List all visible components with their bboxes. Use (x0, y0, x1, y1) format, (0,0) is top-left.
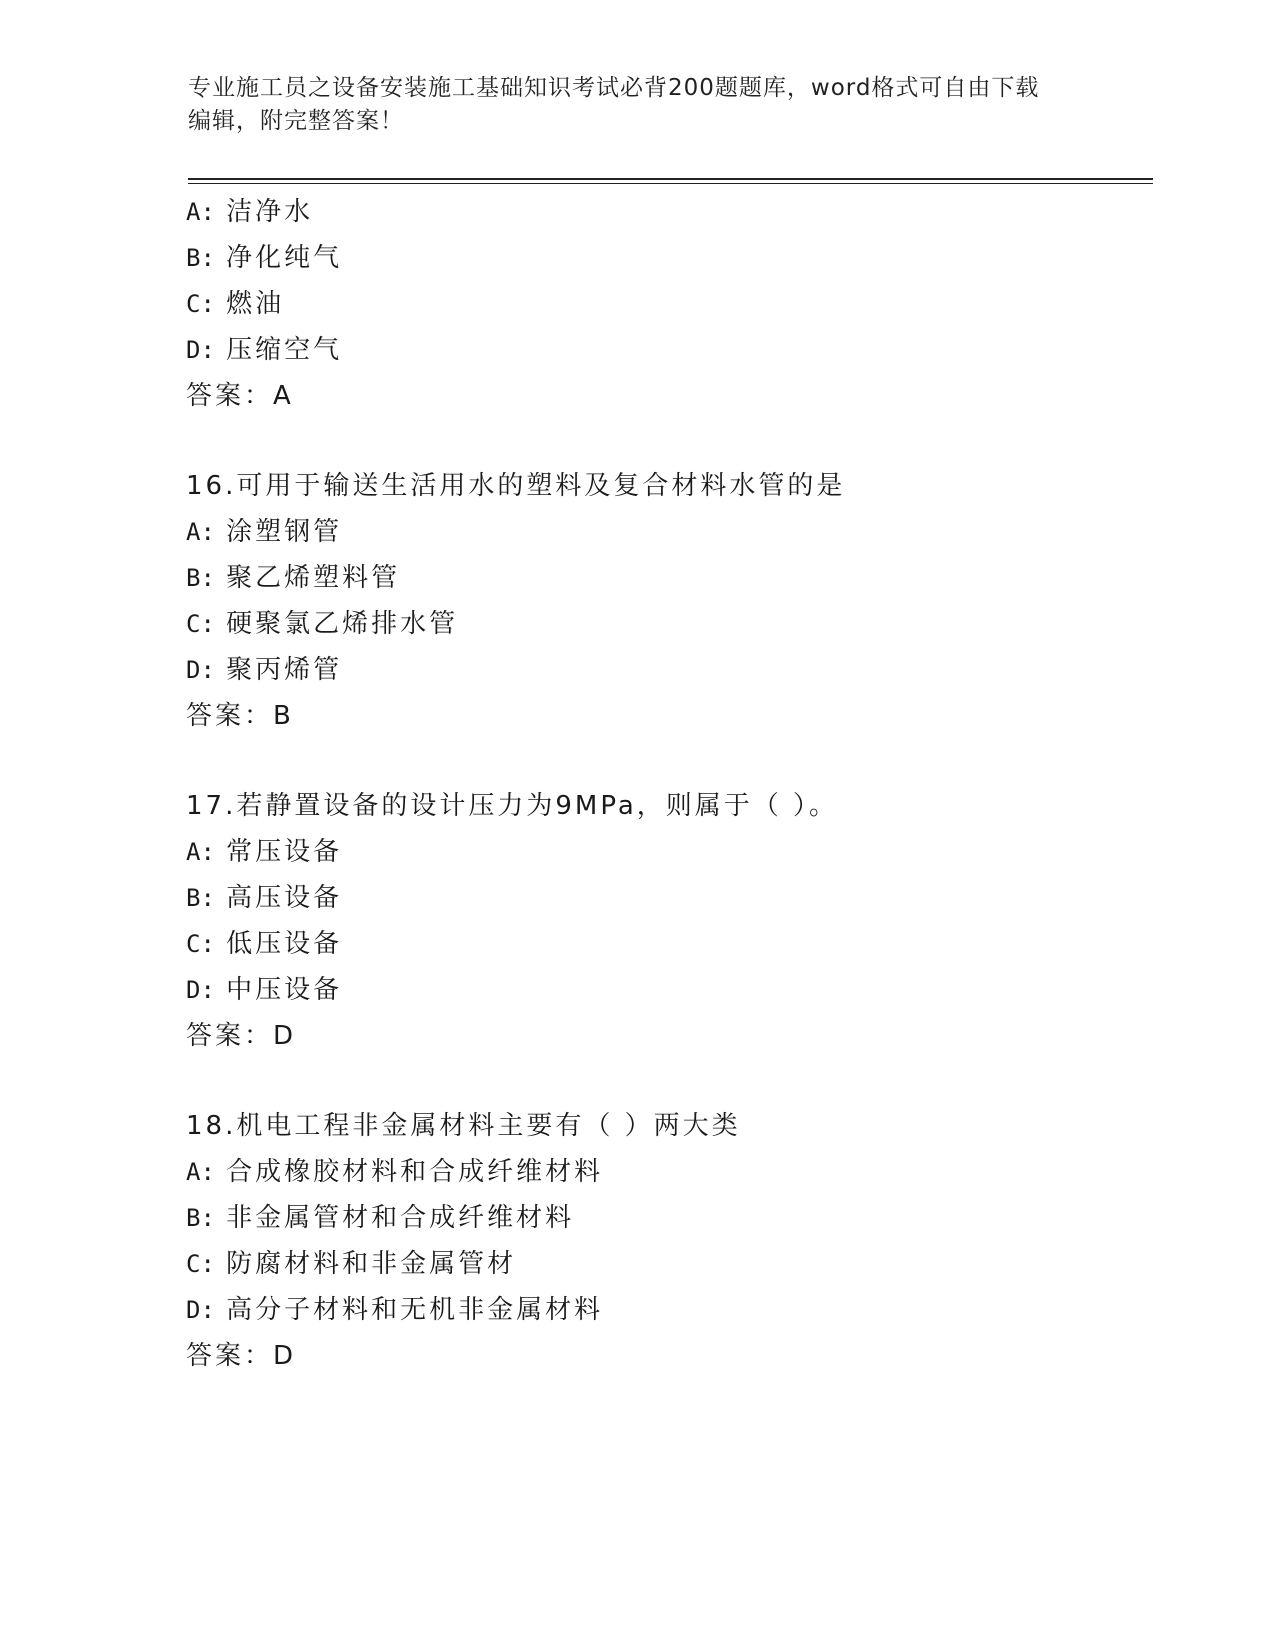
answer-line: 答案：D (186, 1341, 297, 1371)
option-letter: A: (186, 518, 215, 546)
document-header (188, 72, 1088, 138)
question-stem: 18.机电工程非金属材料主要有（ ）两大类 (186, 1111, 741, 1141)
option-letter: C: (186, 930, 215, 958)
header-line-1: 专业施工员之设备安装施工基础知识考试必背200题题库，word格式可自由下载 (188, 75, 1040, 101)
option-text: 防腐材料和非金属管材 (226, 1249, 517, 1279)
header-line-2: 编辑，附完整答案！ (188, 108, 404, 134)
option-d (186, 1287, 1146, 1333)
option-b (186, 555, 1146, 601)
option-text: 非金属管材和合成纤维材料 (226, 1203, 575, 1233)
option-letter: C: (186, 610, 215, 638)
option-letter: D: (186, 656, 215, 684)
option-c (186, 281, 1146, 327)
option-b (186, 1195, 1146, 1241)
option-letter: D: (186, 1296, 215, 1324)
option-c (186, 1241, 1146, 1287)
option-text: 净化纯气 (226, 243, 343, 273)
option-letter: D: (186, 336, 215, 364)
option-text: 涂塑钢管 (226, 517, 343, 547)
option-a (186, 509, 1146, 555)
option-text: 聚乙烯塑料管 (226, 563, 401, 593)
answer-line: 答案：A (186, 381, 294, 411)
option-letter: C: (186, 1250, 215, 1278)
option-letter: A: (186, 1158, 215, 1186)
option-letter: B: (186, 884, 215, 912)
option-c (186, 601, 1146, 647)
question-stem: 16.可用于输送生活用水的塑料及复合材料水管的是 (186, 471, 846, 501)
option-d (186, 327, 1146, 373)
option-letter: B: (186, 244, 215, 272)
option-d (186, 647, 1146, 693)
block-spacer (186, 419, 1146, 463)
option-c (186, 921, 1146, 967)
option-text: 洁净水 (226, 197, 314, 227)
option-a (186, 189, 1146, 235)
block-spacer (186, 739, 1146, 783)
option-a (186, 829, 1146, 875)
option-a (186, 1149, 1146, 1195)
option-letter: A: (186, 838, 215, 866)
option-letter: A: (186, 198, 215, 226)
header-divider (188, 178, 1153, 180)
option-text: 低压设备 (226, 929, 343, 959)
option-letter: B: (186, 1204, 215, 1232)
option-text: 聚丙烯管 (226, 655, 343, 685)
option-text: 高分子材料和无机非金属材料 (226, 1295, 604, 1325)
block-spacer (186, 1059, 1146, 1103)
option-letter: B: (186, 564, 215, 592)
option-d (186, 967, 1146, 1013)
option-b (186, 235, 1146, 281)
option-text: 压缩空气 (226, 335, 343, 365)
question-block-17 (186, 783, 1146, 1059)
question-block-15 (186, 189, 1146, 419)
question-block-18 (186, 1103, 1146, 1379)
question-list (186, 189, 1146, 1379)
option-text: 燃油 (226, 289, 285, 319)
option-text: 中压设备 (226, 975, 343, 1005)
option-text: 高压设备 (226, 883, 343, 913)
answer-line: 答案：B (186, 701, 294, 731)
header-divider-thin (188, 183, 1153, 184)
option-text: 常压设备 (226, 837, 343, 867)
option-letter: C: (186, 290, 215, 318)
option-letter: D: (186, 976, 215, 1004)
option-text: 合成橡胶材料和合成纤维材料 (226, 1157, 604, 1187)
question-block-16 (186, 463, 1146, 739)
option-b (186, 875, 1146, 921)
answer-line: 答案：D (186, 1021, 297, 1051)
question-stem: 17.若静置设备的设计压力为9MPa，则属于（ ）。 (186, 791, 839, 821)
option-text: 硬聚氯乙烯排水管 (226, 609, 459, 639)
